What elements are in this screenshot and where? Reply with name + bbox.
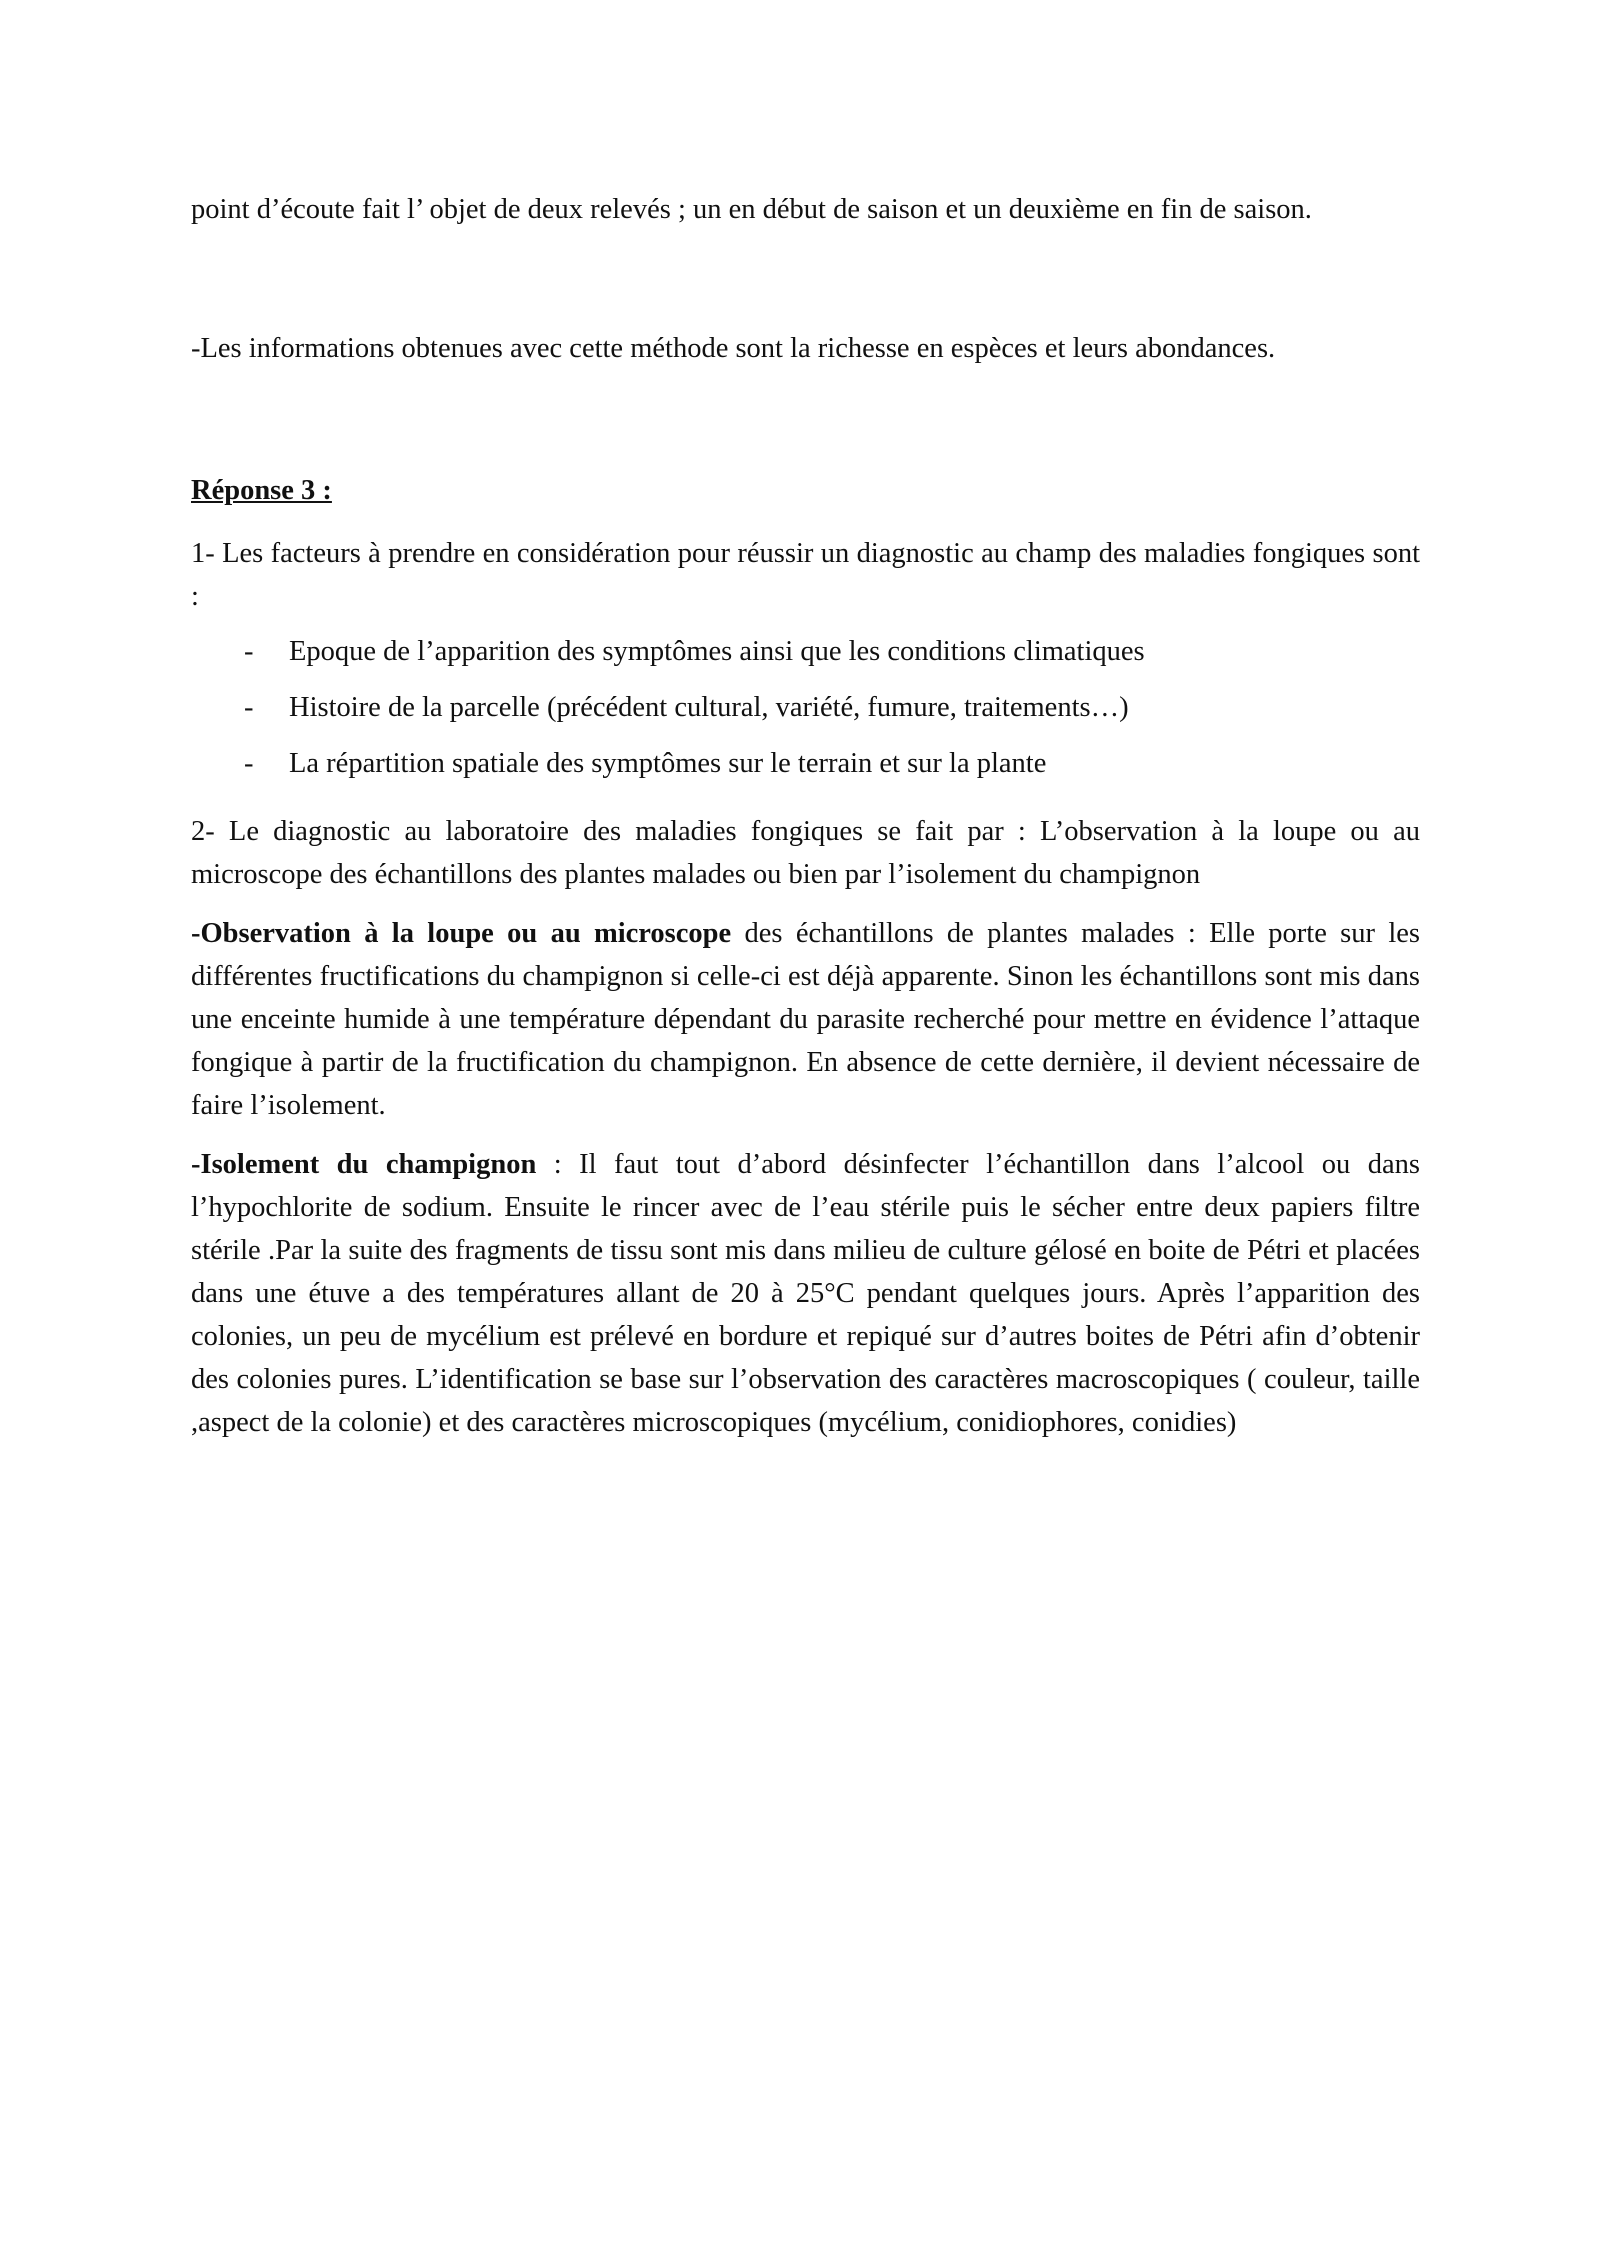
- isolation-text: : Il faut tout d’abord désinfecter l’échantillon dans l’alcool ou dans l’hypochlorite de sodium. Ensuite le rincer avec de l’eau stérile puis le sécher entre deux papiers filtre stérile .Par la suite des fragments de tissu sont mis dans milieu de culture gélosé en boite de Pétri et placées dans une étuve a des températures allant de 20 à 25°C pendant quelques jours. Après l’apparition des colonies, un peu de mycélium est prélevé en bordure et repiqué sur d’autres boites de Pétri afin d’obtenir des colonies pures. L’identification se base sur l’observation des caractères macroscopiques ( couleur, taille ,aspect de la colonie) et des caractères microscopiques (mycélium, conidiophores, conidies): [191, 1149, 1420, 1438]
- observation-text: des échantillons de plantes malades : Elle porte sur les différentes fructifications du champignon si celle-ci est déjà apparente. Sinon les échantillons sont mis dans une enceinte humide à une température dépendant du parasite recherché pour mettre en évidence l’attaque fongique à partir de la fructification du champignon. En absence de cette dernière, il devient nécessaire de faire l’isolement.: [191, 918, 1420, 1121]
- section-heading: Réponse 3 :: [191, 475, 332, 506]
- list-item: [191, 742, 1420, 798]
- paragraph-listening-point: point d’écoute fait l’ objet de deux relevés ; un en début de saison et un deuxième en fin de saison.: [191, 194, 1312, 225]
- factors-list: [191, 630, 1420, 798]
- paragraph-isolation: [191, 1143, 1420, 1444]
- paragraph-factors-intro: 1- Les facteurs à prendre en considération pour réussir un diagnostic au champ des maladies fongiques sont :: [191, 538, 1420, 612]
- document-body: [191, 188, 1420, 1444]
- list-item-text: Histoire de la parcelle (précédent cultural, variété, fumure, traitements…): [289, 692, 1129, 723]
- list-item-text: Epoque de l’apparition des symptômes ainsi que les conditions climatiques: [289, 636, 1145, 667]
- bullet-dash: -: [244, 748, 254, 779]
- paragraph-information: -Les informations obtenues avec cette méthode sont la richesse en espèces et leurs abondances.: [191, 333, 1276, 364]
- list-item: [191, 686, 1420, 742]
- bullet-dash: -: [244, 692, 254, 723]
- paragraph-lab-diagnostic: 2- Le diagnostic au laboratoire des maladies fongiques se fait par : L’observation à la loupe ou au microscope des échantillons des plantes malades ou bien par l’isolement du champignon: [191, 816, 1420, 890]
- isolation-lead: -Isolement du champignon: [191, 1149, 537, 1180]
- bullet-dash: -: [244, 636, 254, 667]
- observation-lead: -Observation à la loupe ou au microscope: [191, 918, 732, 949]
- list-item: [191, 630, 1420, 686]
- list-item-text: La répartition spatiale des symptômes sur le terrain et sur la plante: [289, 748, 1047, 779]
- paragraph-observation: [191, 912, 1420, 1127]
